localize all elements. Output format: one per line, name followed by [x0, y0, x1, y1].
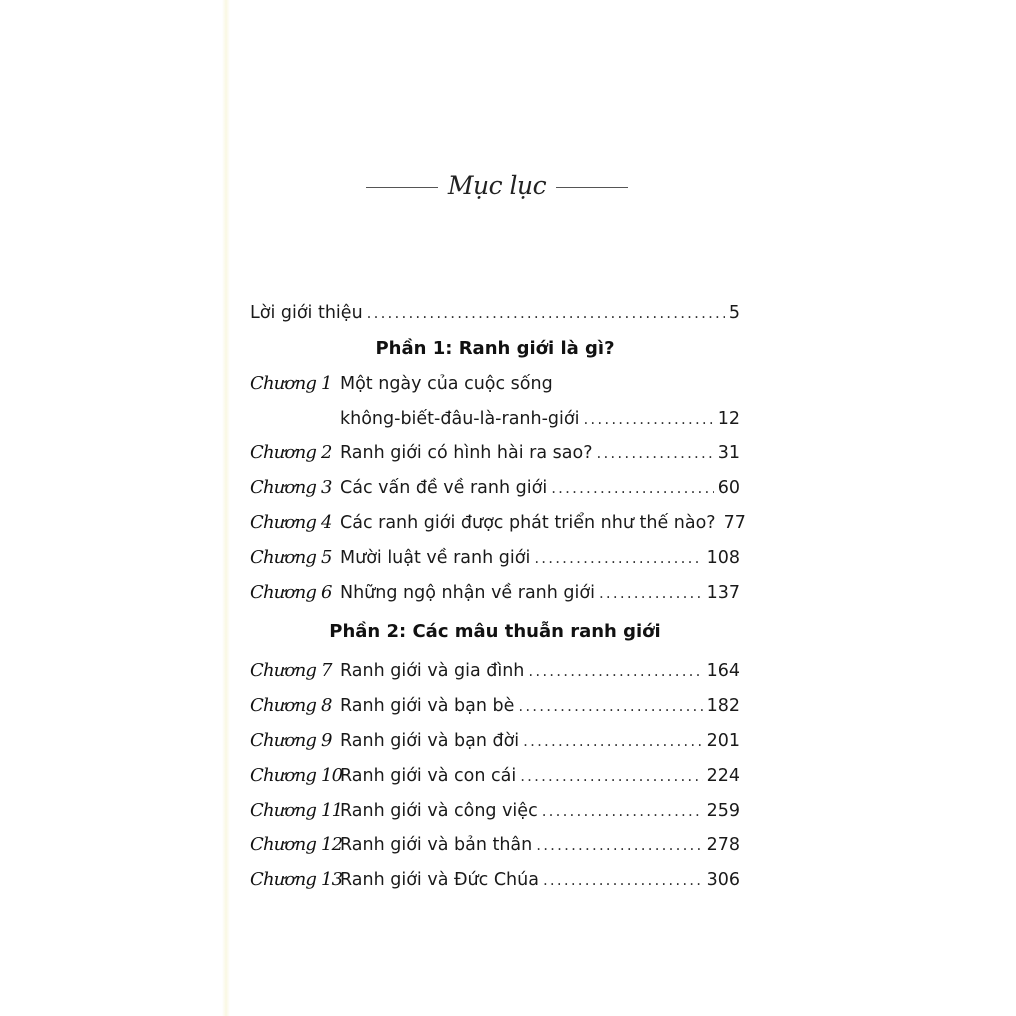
page-number: 108: [706, 547, 740, 568]
dot-leader: [523, 724, 702, 759]
entry-title: Ranh giới và công việc: [340, 800, 538, 821]
chapter-label: Chương 1: [250, 372, 332, 394]
chapter-label: Chương 6: [250, 581, 332, 603]
part-1-heading: Phần 1: Ranh giới là gì?: [375, 337, 615, 359]
dot-leader: [518, 689, 702, 724]
entry-title: Ranh giới và gia đình: [340, 661, 525, 682]
chapter-label: Chương 2: [250, 442, 332, 464]
dot-leader: [599, 576, 703, 611]
entry-title: Ranh giới và con cái: [340, 765, 517, 786]
chapter-label: Chương 11: [250, 799, 343, 821]
dot-leader: [583, 402, 713, 437]
title-rule-right: [556, 187, 628, 188]
page-number: 137: [706, 582, 740, 603]
chapter-label: Chương 5: [250, 546, 332, 568]
toc-entry-chapter-10[interactable]: [250, 759, 740, 794]
entry-title: Ranh giới và bạn đời: [340, 730, 520, 751]
toc-entry-chapter-6[interactable]: [250, 576, 740, 611]
page-number: 5: [728, 303, 740, 323]
entry-title: Ranh giới có hình hài ra sao?: [340, 443, 593, 464]
entry-title: Mười luật về ranh giới: [340, 547, 531, 568]
page-number: 306: [706, 870, 740, 891]
dot-leader: [543, 863, 703, 898]
entry-title: Những ngộ nhận về ranh giới: [340, 582, 595, 603]
entry-title: Ranh giới và bản thân: [340, 835, 533, 856]
toc-entry-chapter-9[interactable]: [250, 724, 740, 759]
toc-entry-chapter-2[interactable]: [250, 436, 740, 471]
chapter-label: Chương 9: [250, 729, 332, 751]
chapter-label: Chương 7: [250, 660, 332, 682]
entry-title: Ranh giới và Đức Chúa: [340, 870, 539, 891]
chapter-label: Chương 3: [250, 477, 332, 499]
entry-title-line-1: Một ngày của cuộc sống: [340, 373, 553, 394]
toc-entry-chapter-11[interactable]: [250, 794, 740, 829]
entry-title: Các ranh giới được phát triển như thế nào?: [340, 512, 716, 533]
toc-entry-intro[interactable]: [250, 296, 740, 331]
toc-entry-chapter-13[interactable]: [250, 863, 740, 898]
part-2-heading: Phần 2: Các mâu thuẫn ranh giới: [329, 621, 661, 643]
page-number: 182: [706, 696, 740, 717]
page-number: 259: [706, 800, 740, 821]
page-number: 60: [717, 478, 740, 499]
page-number: 201: [706, 730, 740, 751]
table-of-contents: [250, 296, 746, 898]
chapter-label: Chương 4: [250, 511, 332, 533]
dot-leader: [597, 436, 714, 471]
page-number: 31: [717, 443, 740, 464]
toc-entry-chapter-3[interactable]: [250, 471, 740, 506]
chapter-label: Chương 13: [250, 869, 343, 891]
page-number: 164: [706, 661, 740, 682]
entry-title: Ranh giới và bạn bè: [340, 696, 515, 717]
dot-leader: [520, 759, 702, 794]
title-rule-left: [366, 187, 438, 188]
entry-title: Lời giới thiệu: [250, 303, 363, 323]
page-number: 278: [706, 835, 740, 856]
page-number: 77: [723, 512, 746, 533]
dot-leader: [367, 296, 725, 331]
dot-leader: [536, 828, 702, 863]
entry-title: Các vấn đề về ranh giới: [340, 478, 548, 499]
toc-entry-chapter-1[interactable]: [250, 367, 740, 402]
toc-entry-chapter-5[interactable]: [250, 541, 740, 576]
chapter-label: Chương 8: [250, 695, 332, 717]
dot-leader: [534, 541, 702, 576]
toc-entry-chapter-7[interactable]: [250, 654, 740, 689]
page-edge-shadow: [222, 0, 230, 1016]
toc-title-block: [366, 165, 628, 205]
entry-title: không-biết-đâu-là-ranh-giới: [340, 408, 580, 429]
toc-entry-chapter-12[interactable]: [250, 828, 740, 863]
page-number: 12: [717, 408, 740, 429]
page-title: Mục lục: [447, 170, 547, 200]
chapter-label: Chương 10: [250, 764, 343, 786]
dot-leader: [528, 654, 702, 689]
toc-entry-chapter-4[interactable]: [250, 506, 746, 541]
toc-entry-chapter-1-cont[interactable]: [250, 402, 740, 437]
dot-leader: [551, 471, 714, 506]
toc-entry-chapter-8[interactable]: [250, 689, 740, 724]
chapter-label: Chương 12: [250, 834, 343, 856]
page-number: 224: [706, 765, 740, 786]
dot-leader: [542, 794, 703, 829]
